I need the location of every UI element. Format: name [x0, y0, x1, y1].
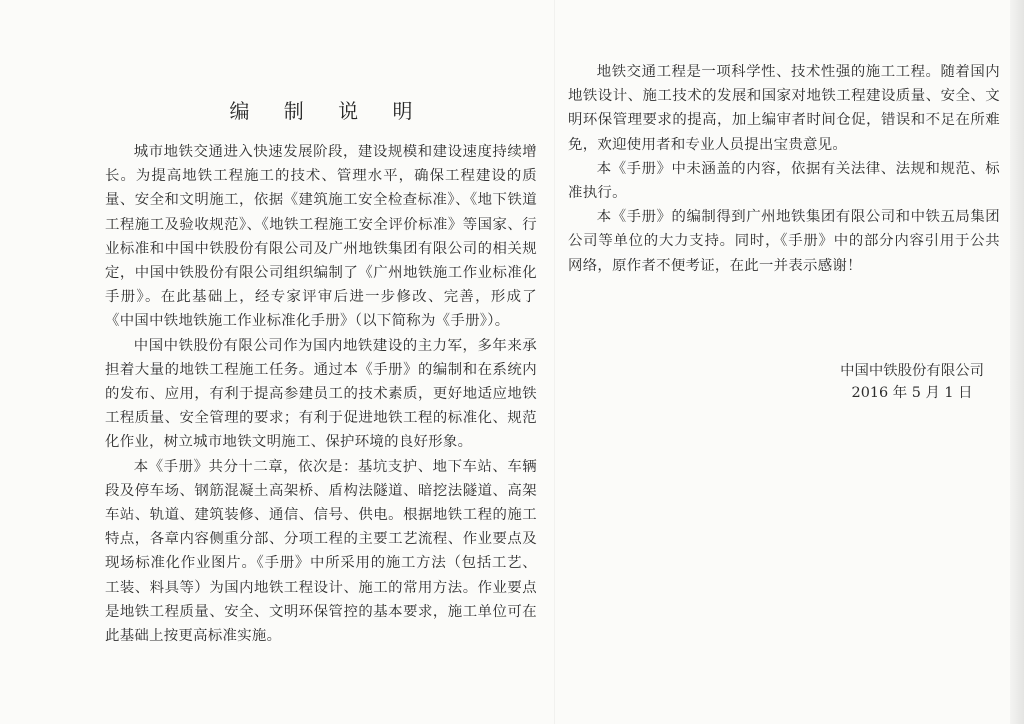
signature-org: 中国中铁股份有限公司 [840, 363, 984, 379]
left-column [105, 95, 537, 648]
page-gutter [554, 0, 555, 724]
thanks-paragraph: 本《手册》的编制得到广州地铁集团有限公司和中铁五局集团公司等单位的大力支持。同时，《手册》中的部分内容引用于公共网络，原作者不便考证，在此一并表示感谢！ [568, 209, 1000, 274]
page-title: 编 制 说 明 [229, 99, 427, 123]
contents-paragraph: 本《手册》共分十二章，依次是：基坑支护、地下车站、车辆段及停车场、钢筋混凝土高架桥、盾构法隧道、暗挖法隧道、高架车站、轨道、建筑装修、通信、信号、供电。根据地铁工程的施工特点，各章内容侧重分部、分项工程的主要工艺流程、作业要点及现场标准化作业图片。《手册》中所采用的施工方法（包括工艺、工装、料具等）为国内地铁工程设计、施工的常用方法。作业要点是地铁工程质量、安全、文明环保管控的基本要求，施工单位可在此基础上按更高标准实施。 [105, 458, 537, 645]
disclaimer-paragraph: 地铁交通工程是一项科学性、技术性强的施工工程。随着国内地铁设计、施工技术的发展和国家对地铁工程建设质量、安全、文明环保管理要求的提高，加上编审者时间仓促，错误和不足在所难免，欢迎使用者和专业人员提出宝贵意见。 [568, 64, 1000, 153]
signature-date: 2016 年 5 月 1 日 [851, 385, 973, 401]
right-column [568, 60, 1000, 278]
page-edge-shadow [1010, 0, 1024, 724]
purpose-paragraph: 中国中铁股份有限公司作为国内地铁建设的主力军，多年来承担着大量的地铁工程施工任务。通过本《手册》的编制和在系统内的发布、应用，有利于提高参建员工的技术素质，更好地适应地铁工程质量、安全管理的要求；有利于促进地铁工程的标准化、规范化作业，树立城市地铁文明施工、保护环境的良好形象。 [105, 337, 537, 451]
intro-paragraph: 城市地铁交通进入快速发展阶段，建设规模和建设速度持续增长。为提高地铁工程施工的技术、管理水平，确保工程建设的质量、安全和文明施工，依据《建筑施工安全检查标准》、《地下铁道工程施工及验收规范》、《地铁工程施工安全评价标准》等国家、行业标准和中国中铁股份有限公司及广州地铁集团有限公司的相关规定，中国中铁股份有限公司组织编制了《广州地铁施工作业标准化手册》。在此基础上，经专家评审后进一步修改、完善，形成了《中国中铁地铁施工作业标准化手册》（以下简称为《手册》）。 [105, 144, 537, 330]
signature-block [840, 360, 984, 404]
scope-paragraph: 本《手册》中未涵盖的内容，依据有关法律、法规和规范、标准执行。 [568, 160, 1000, 202]
